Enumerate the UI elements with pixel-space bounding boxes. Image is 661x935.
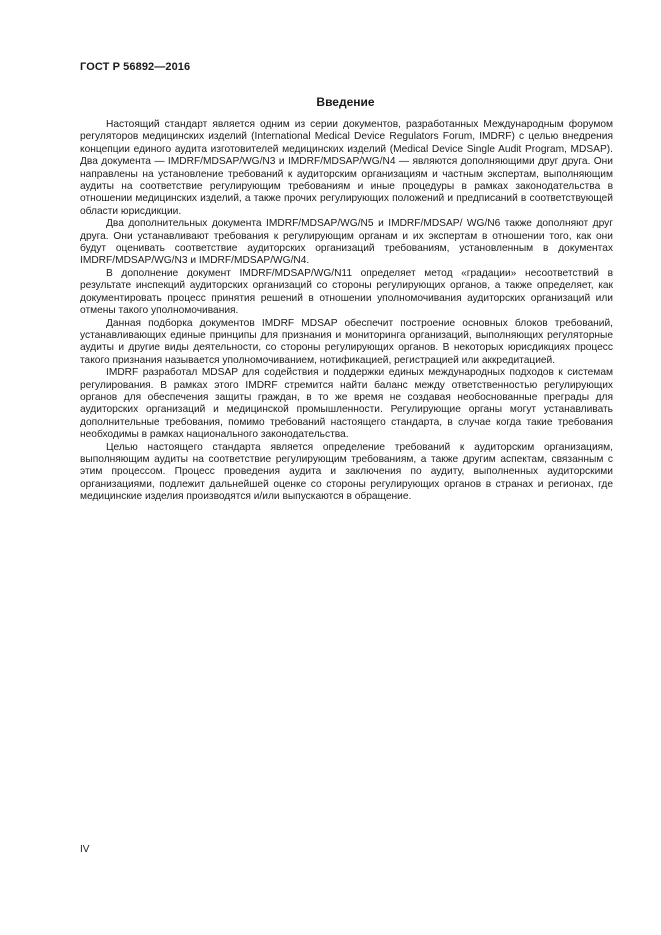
section-title: Введение — [316, 95, 375, 109]
document-header: ГОСТ Р 56892—2016 — [80, 61, 191, 73]
page-number: IV — [80, 844, 90, 855]
paragraph-6: Целью настоящего стандарта является определение требований к аудиторским организациям, выполняющим аудиты на соответствие регулирующим требованиям, а также другим аспектам, связанным с этим процессом. Процесс проведения аудита и заключения по аудиту, выполненных аудиторскими организациями, подлежит дальнейшей оценке со стороны регулирующих органов в странах и регионах, где медицинские изделия производятся и/или выпускаются в обращение. — [80, 441, 613, 503]
body-text — [80, 119, 613, 504]
paragraph-4: Данная подборка документов IMDRF MDSAP обеспечит построение основных блоков требований, устанавливающих единые принципы для признания и мониторинга организаций, выполняющих регуляторные аудиты и другие виды деятельности, со стороны регулирующих органов. В некоторых юрисдикциях процесс такого признания называется уполномочиванием, нотификацией, регистрацией или аккредитацией. — [80, 317, 613, 366]
paragraph-5: IMDRF разработал MDSAP для содействия и поддержки единых международных подходов к системам регулирования. В рамках этого IMDRF стремится найти баланс между ответственностью регулирующих органов для обеспечения защиты граждан, в то же время не создавая необоснованные преграды для аудиторских организаций и медицинской промышленности. Регулирующие органы могут устанавливать дополнительные требования, помимо требований настоящего стандарта, в случае когда такие требования необходимы в рамках национального законодательства. — [80, 367, 613, 441]
paragraph-3: В дополнение документ IMDRF/MDSAP/WG/N11 определяет метод «градации» несоответствий в результате инспекций аудиторских организаций со стороны регулирующих органов, а также определяет, как документировать процесс принятия решений в отношении уполномочивания аудиторских организаций или отмены такого уполномочивания. — [80, 267, 613, 317]
paragraph-1: Настоящий стандарт является одним из серии документов, разработанных Международным форумом регуляторов медицинских изделий (International Medical Device Regulators Forum, IMDRF) с целью внедрения концепции единого аудита изготовителей медицинских изделий (Medical Device Single Audit Program, MDSAP). Два документа — IMDRF/MDSAP/WG/N3 и IMDRF/MDSAP/WG/N4 — являются дополняющими друг друга. Они направлены на установление требований к аудиторским организациям и частным экспертам, выполняющим аудиты на соответствие регулирующим требованиям и иные процедуры в рамках законодательства в отношении медицинских изделий, а также прочих регулирующих положений и предписаний в соответствующей области юрисдикции. — [80, 119, 613, 217]
paragraph-2: Два дополнительных документа IMDRF/MDSAP/WG/N5 и IMDRF/MDSAP/ WG/N6 также дополняют друг друга. Они устанавливают требования к регулирующим органам и их экспертам в отношении того, как они будут оценивать соответствие аудиторских организаций требованиям, установленным в документах IMDRF/MDSAP/WG/N3 и IMDRF/MDSAP/WG/N4. — [80, 218, 613, 267]
